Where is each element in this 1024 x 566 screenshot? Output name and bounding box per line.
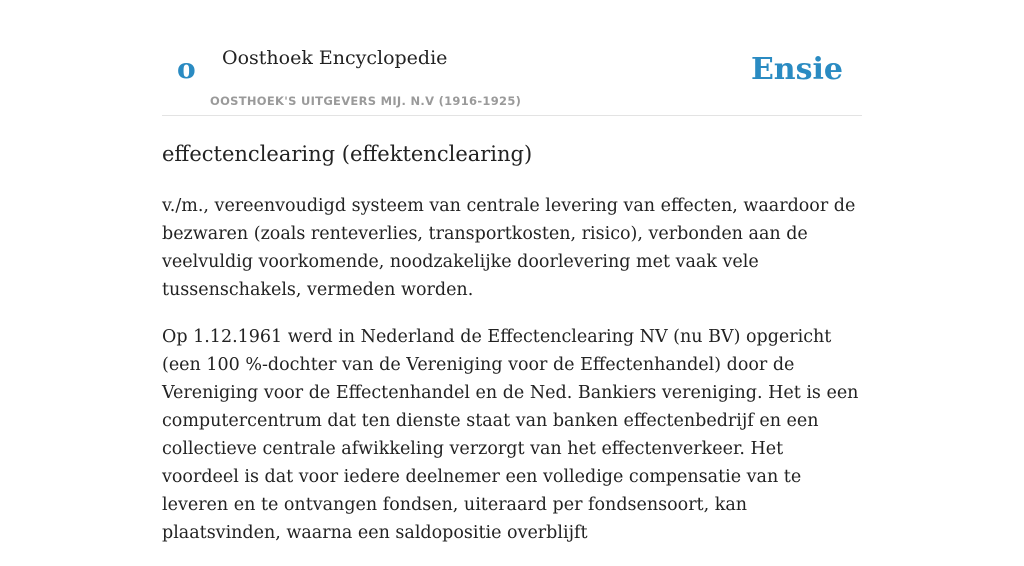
article-body xyxy=(162,192,862,566)
ensie-brand-link[interactable]: Ensie xyxy=(750,52,843,87)
site-title[interactable]: Oosthoek Encyclopedie xyxy=(222,47,448,69)
article-title: effectenclearing (effektenclearing) xyxy=(162,142,533,166)
site-header xyxy=(162,0,862,116)
article-paragraph: Op 1.12.1961 werd in Nederland de Effectenclearing NV (nu BV) opgericht (een 100 %-dochter van de Vereniging voor de Effectenhandel) door de Vereniging voor de Effectenhandel en de Ned. Bankiers vereniging. Het is een computercentrum dat ten dienste staat van banken effectenbedrijf en een collectieve centrale afwikkeling verzorgt van het effectenverkeer. Het voordeel is dat voor iedere deelnemer een volledige compensatie van te leveren en te ontvangen fondsen, uiteraard per fondsensoort, kan plaatsvinden, waarna een saldopositie overblijft xyxy=(162,327,859,543)
article-paragraph: v./m., vereenvoudigd systeem van centrale levering van effecten, waardoor de bezwaren (zoals renteverlies, transportkosten, risico), verbonden aan de veelvuldig voorkomende, noodzakelijke doorlevering met vaak vele tussenschakels, vermeden worden. xyxy=(162,196,856,300)
logo-icon[interactable]: o xyxy=(177,52,196,85)
site-subtitle: OOSTHOEK'S UITGEVERS MIJ. N.V (1916-1925) xyxy=(210,94,522,108)
page xyxy=(162,0,862,543)
